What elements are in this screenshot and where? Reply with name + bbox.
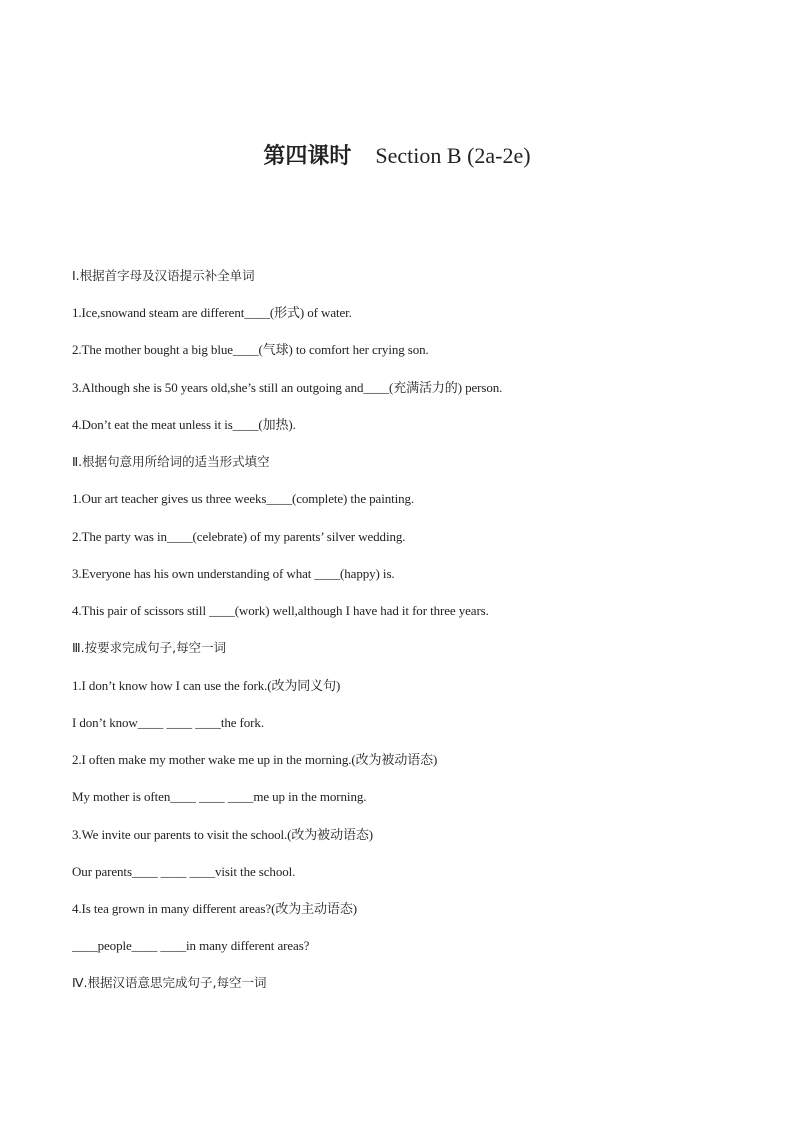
exercise-3-item-4: 4.Is tea grown in many different areas?(改为主动语态)	[72, 901, 357, 916]
lesson-title-chinese: 第四课时	[263, 143, 352, 169]
page-title	[0, 141, 794, 171]
exercise-3-answer-1: I don’t know____ ____ ____the fork.	[72, 715, 264, 730]
exercise-1-item-2: 2.The mother bought a big blue____(气球) to comfort her crying son.	[72, 342, 429, 357]
exercise-2-item-4: 4.This pair of scissors still ____(work) well,although I have had it for three years.	[72, 603, 489, 618]
exercise-3-answer-3: Our parents____ ____ ____visit the school.	[72, 864, 296, 879]
exercise-3-item-1: 1.I don’t know how I can use the fork.(改为同义句)	[72, 678, 341, 693]
exercise-2-item-2: 2.The party was in____(celebrate) of my parents’ silver wedding.	[72, 529, 406, 544]
section-heading-2: Ⅱ.根据句意用所给词的适当形式填空	[72, 454, 270, 469]
exercise-3-answer-2: My mother is often____ ____ ____me up in the morning.	[72, 789, 367, 804]
exercise-3-answer-4: ____people____ ____in many different areas?	[72, 938, 310, 953]
lesson-title-section: Section B (2a-2e)	[375, 143, 531, 168]
section-heading-4: Ⅳ.根据汉语意思完成句子,每空一词	[72, 975, 267, 990]
exercise-1-item-1: 1.Ice,snowand steam are different____(形式) of water.	[72, 305, 352, 320]
section-heading-3: Ⅲ.按要求完成句子,每空一词	[72, 640, 227, 655]
exercise-2-item-3: 3.Everyone has his own understanding of what ____(happy) is.	[72, 566, 395, 581]
section-heading-1: Ⅰ.根据首字母及汉语提示补全单词	[72, 268, 255, 283]
exercise-2-item-1: 1.Our art teacher gives us three weeks____(complete) the painting.	[72, 491, 415, 506]
exercise-3-item-2: 2.I often make my mother wake me up in the morning.(改为被动语态)	[72, 752, 438, 767]
exercise-1-item-3: 3.Although she is 50 years old,she’s still an outgoing and____(充满活力的) person.	[72, 380, 503, 395]
exercise-3-item-3: 3.We invite our parents to visit the school.(改为被动语态)	[72, 827, 374, 842]
exercise-1-item-4: 4.Don’t eat the meat unless it is____(加热).	[72, 417, 296, 432]
